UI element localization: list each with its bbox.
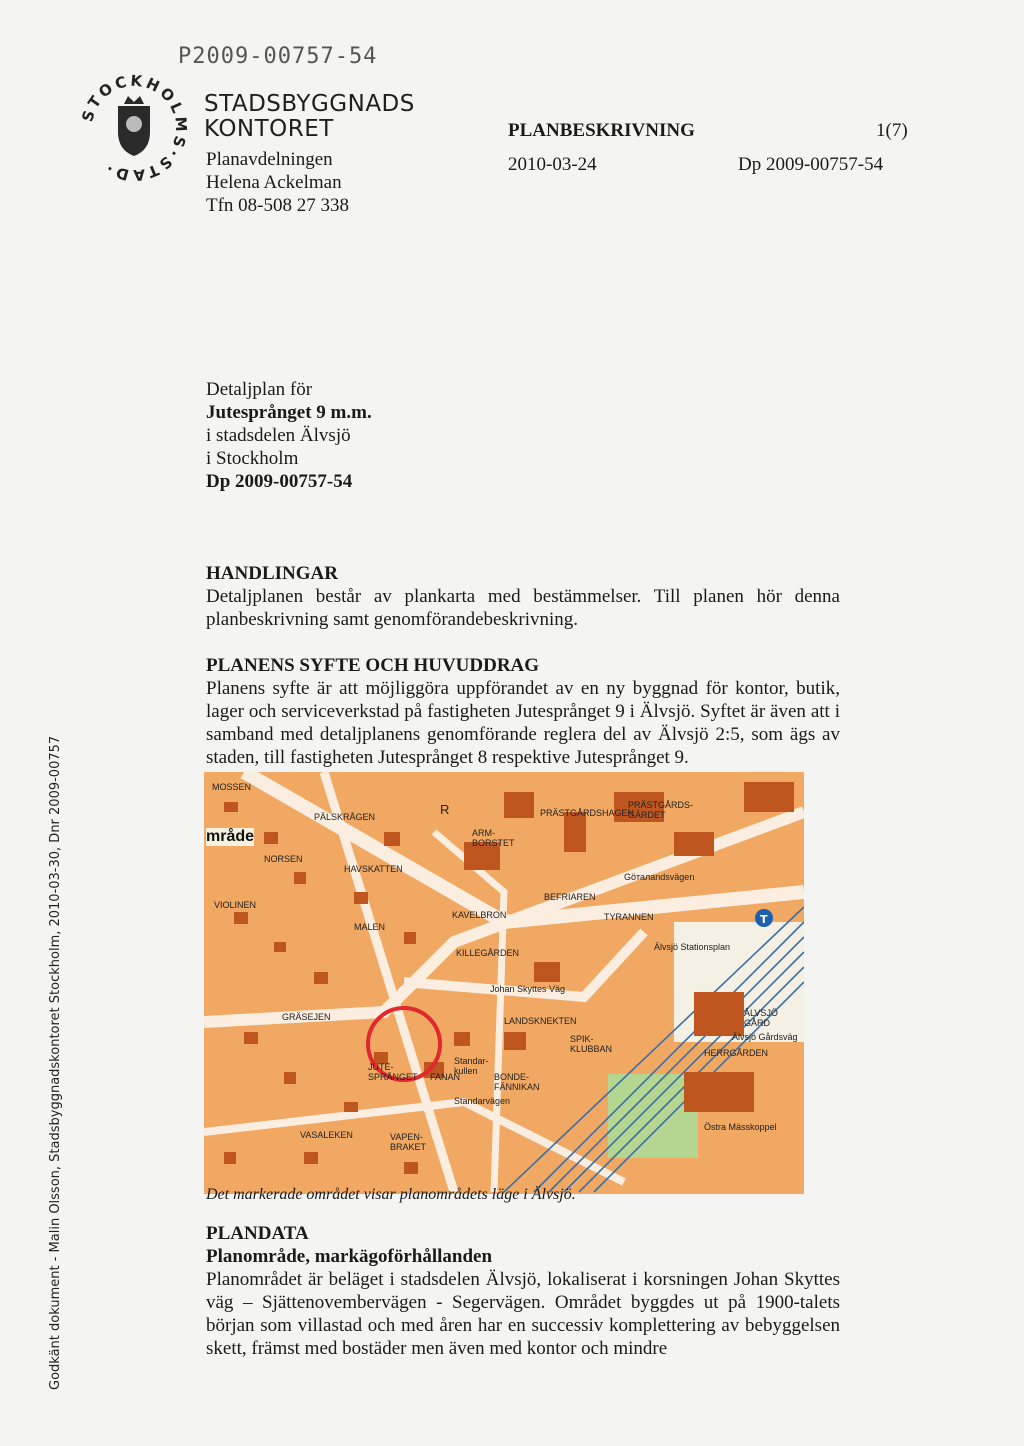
approval-sidebar: Godkänt dokument - Malin Olsson, Stadsbyggnadskontoret Stockholm, 2010-03-30, Dnr 2009-00757: [48, 735, 63, 1390]
map-caption: Det markerade området visar planområdets läge i Älvsjö.: [206, 1186, 576, 1203]
map-label: HERRGÅRDEN: [704, 1048, 769, 1058]
map-label: R: [440, 802, 450, 817]
map-label: HAVSKATTEN: [344, 864, 403, 874]
plan-title: [206, 378, 372, 493]
map-label: VIOLINEN: [214, 900, 257, 910]
plandata-subheading: Planområde, markägoförhållanden: [206, 1246, 493, 1267]
map-label: KAVELBRON: [452, 910, 507, 920]
map-label: MALEN: [354, 922, 386, 932]
svg-text:T: T: [760, 913, 768, 926]
map-label: GRÄSEJEN: [282, 1012, 331, 1022]
syfte-heading: PLANENS SYFTE OCH HUVUDDRAG: [206, 655, 540, 676]
handlingar-text: Detaljplanen består av plankarta med bestämmelser. Till planen hör denna planbeskrivning samt genomförandebeskrivning.: [206, 586, 840, 630]
map-label: PRÄSTGÅRDS-GÄRDET: [628, 800, 694, 820]
syfte-section: [206, 654, 840, 769]
map-label: Johan Skyttes Väg: [490, 984, 566, 994]
map-label: JUTE-SPRÅNGET: [368, 1062, 418, 1082]
plandata-text: Planområdet är beläget i stadsdelen Älvsjö, lokaliserat i korsningen Johan Skyttes väg – Sjättenovembervägen - Segervägen. Området byggdes ut på 1900-talets början som villastad och med åren har en successiv komplettering av bebyggelsen skett, främst med bostäder men även med kontor och mindre: [206, 1269, 840, 1359]
office-name: [204, 92, 415, 142]
contact-name: Helena Ackelman: [206, 172, 342, 193]
stockholm-crest-icon: [74, 68, 194, 188]
office-line1: STADSBYGGNADS: [204, 91, 415, 117]
map-label: PÄLSKRÅGEN: [314, 812, 376, 822]
map-label: VASALEKEN: [300, 1130, 353, 1140]
map-label: PRÄSTGÅRDSHAGEN: [540, 808, 635, 818]
map-label: LANDSKNEKTEN: [504, 1016, 577, 1026]
handlingar-heading: HANDLINGAR: [206, 563, 338, 584]
title-line3: i stadsdelen Älvsjö: [206, 425, 351, 446]
location-map: [204, 772, 804, 1194]
map-label: Älvsjö Stationsplan: [654, 942, 731, 952]
map-label: ÄLVSJÖ GÅRD: [744, 1008, 778, 1028]
title-line4: i Stockholm: [206, 448, 299, 469]
doc-date: 2010-03-24: [508, 154, 597, 175]
map-label: BONDE-FÄNNIKAN: [494, 1072, 540, 1092]
map-label: Älvsjö Gårdsväg: [732, 1032, 798, 1042]
map-label: VAPEN-BRAKET: [390, 1132, 427, 1152]
phone: Tfn 08-508 27 338: [206, 195, 350, 216]
map-label: TYRANNEN: [604, 912, 654, 922]
title-line5: Dp 2009-00757-54: [206, 471, 353, 492]
map-label: SPIK-KLUBBAN: [570, 1034, 613, 1054]
map-label: BEFRIAREN: [544, 892, 596, 902]
header-contact: [206, 148, 349, 217]
title-line2: Jutesprånget 9 m.m.: [206, 402, 372, 423]
plandata-heading: PLANDATA: [206, 1223, 309, 1244]
map-label: MOSSEN: [212, 782, 252, 792]
map-label: FANAN: [430, 1072, 461, 1082]
plandata-section: [206, 1222, 840, 1360]
department: Planavdelningen: [206, 149, 333, 170]
dp-number: Dp 2009-00757-54: [738, 154, 884, 175]
page-number: 1(7): [876, 120, 908, 141]
map-label: Standarvägen: [454, 1096, 511, 1106]
map-area-label: mråde: [206, 828, 255, 845]
map-label: Standar-kullen: [454, 1056, 489, 1076]
map-label: Göталandsvägen: [624, 872, 695, 882]
office-line2: KONTORET: [204, 116, 334, 142]
map-label: NORSEN: [264, 854, 303, 864]
map-label: Östra Mässkoppel: [704, 1122, 777, 1132]
map-label: ARM-BORSTET: [472, 828, 515, 848]
syfte-text: Planens syfte är att möjliggöra uppförandet av en ny byggnad för kontor, butik, lager och serviceverkstad på fastigheten Jutesprånget 9 i Älvsjö. Syftet är även att i samband med detaljplanens genomförande reglera del av Älvsjö 2:5, som ägs av staden, till fastigheten Jutesprånget 8 respektive Jutesprånget 9.: [206, 678, 840, 768]
handlingar-section: [206, 562, 840, 631]
svg-text:STOCKHOLMS·STAD·: STOCKHOLMS·STAD·: [78, 71, 191, 185]
map-label: KILLEGÅRDEN: [456, 948, 520, 958]
title-line1: Detaljplan för: [206, 379, 313, 400]
doc-type: PLANBESKRIVNING: [508, 120, 695, 141]
document-stamp: P2009-00757-54: [178, 44, 378, 69]
